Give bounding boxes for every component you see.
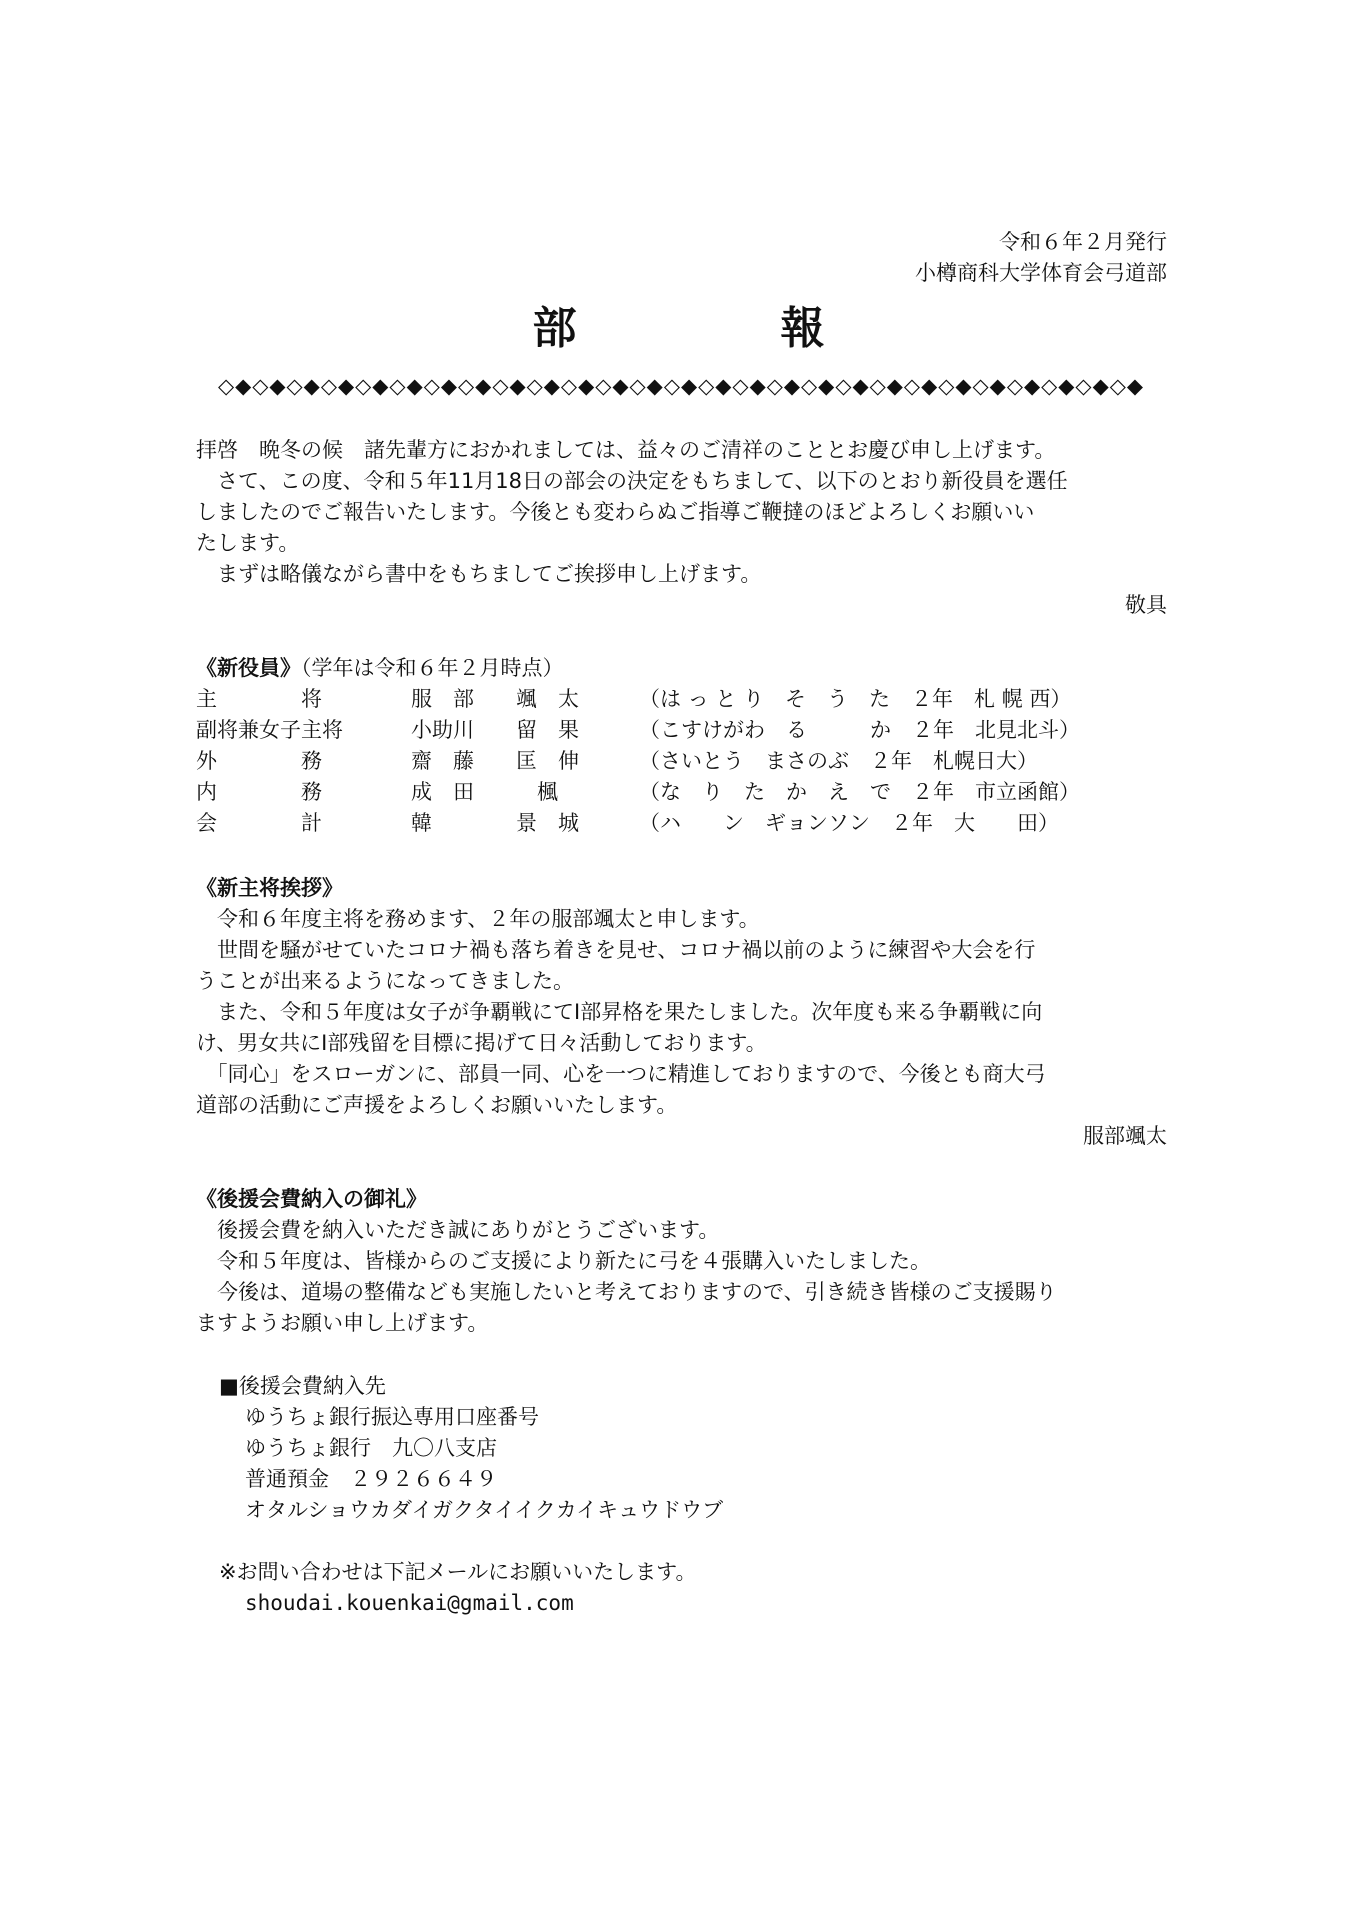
payment-line-4: オタルショウカダイガクタイイクカイキュウドウブ: [245, 1498, 724, 1522]
officer-name: 齋 藤 匡 伸: [411, 749, 579, 773]
captain-line-5: け、男女共にⅠ部残留を目標に掲げて日々活動しております。: [196, 1031, 767, 1055]
payment-line-1: ゆうちょ銀行振込専用口座番号: [245, 1405, 539, 1429]
officer-role: 内 務: [196, 780, 322, 804]
greeting-line-3: しましたのでご報告いたします。今後とも変わらぬご指導ご鞭撻のほどよろしくお願いい: [196, 500, 1035, 524]
officer-role: 主 将: [196, 687, 322, 711]
officer-reading: （ハ ン ギョンソン ２年 大 田）: [639, 811, 1059, 835]
thanks-line-4: ますようお願い申し上げます。: [196, 1311, 489, 1335]
officer-name: 韓 景 城: [411, 811, 579, 835]
officers-heading-line: [196, 653, 564, 684]
greeting-line-5: まずは略儀ながら書中をもちましてご挨拶申し上げます。: [196, 562, 762, 586]
officer-reading: （こすけがわ る か ２年 北見北斗）: [639, 718, 1080, 742]
thanks-line-1: 後援会費を納入いただき誠にありがとうございます。: [196, 1218, 720, 1242]
officer-reading: （は っ と り そ う た ２年 札 幌 西）: [639, 687, 1072, 711]
officer-role: 外 務: [196, 749, 322, 773]
captain-signature: 服部颯太: [1083, 1124, 1167, 1148]
officer-row: [196, 746, 1170, 777]
payment-line-3: 普通預金 ２９２６６４９: [245, 1467, 497, 1491]
officer-row: [196, 684, 1170, 715]
decorative-divider: ◇◆◇◆◇◆◇◆◇◆◇◆◇◆◇◆◇◆◇◆◇◆◇◆◇◆◇◆◇◆◇◆◇◆◇◆◇◆◇◆◇◆◇◆◇◆◇◆◇◆◇◆◇◆: [217, 374, 1145, 398]
captain-line-7: 道部の活動にご声援をよろしくお願いいたします。: [196, 1093, 678, 1117]
organization-name: 小樽商科大学体育会弓道部: [915, 261, 1167, 285]
officer-reading: （な り た か え で ２年 市立函館）: [639, 780, 1080, 804]
officer-name: 服 部 颯 太: [411, 687, 579, 711]
greeting-closing: 敬具: [1125, 593, 1167, 617]
captain-heading: 《新主将挨拶》: [196, 876, 343, 900]
thanks-heading: 《後援会費納入の御礼》: [196, 1187, 427, 1211]
officers-note: （学年は令和６年２月時点）: [301, 656, 564, 680]
officer-row: [196, 715, 1170, 746]
captain-line-4: また、令和５年度は女子が争覇戦にてⅠ部昇格を果たしました。次年度も来る争覇戦に向: [196, 1000, 1043, 1024]
officer-role: 会 計: [196, 811, 322, 835]
payment-heading: ■後援会費納入先: [219, 1374, 386, 1398]
captain-line-6: 「同心」をスローガンに、部員一同、心を一つに精進しておりますので、今後とも商大弓: [196, 1062, 1046, 1086]
officer-row: [196, 808, 1170, 839]
captain-line-3: うことが出来るようになってきました。: [196, 969, 574, 993]
greeting-line-4: たします。: [196, 531, 300, 555]
officer-name: 小助川 留 果: [411, 718, 579, 742]
payment-line-2: ゆうちょ銀行 九〇八支店: [245, 1436, 497, 1460]
captain-line-2: 世間を騒がせていたコロナ禍も落ち着きを見せ、コロナ禍以前のように練習や大会を行: [196, 938, 1036, 962]
officer-reading: （さいとう まさのぶ ２年 札幌日大）: [639, 749, 1038, 773]
greeting-line-1: 拝啓 晩冬の候 諸先輩方におかれましては、益々のご清祥のこととお慶び申し上げます。: [196, 438, 1056, 462]
contact-note: ※お問い合わせは下記メールにお願いいたします。: [219, 1560, 697, 1584]
issue-date: 令和６年２月発行: [999, 230, 1167, 254]
greeting-line-2: さて、この度、令和５年11月18日の部会の決定をもちまして、以下のとおり新役員を選任: [196, 469, 1068, 493]
captain-line-1: 令和６年度主将を務めます、２年の服部颯太と申します。: [196, 907, 760, 931]
page-title: 部 報: [532, 303, 905, 354]
officer-row: [196, 777, 1170, 808]
officer-role: 副将兼女子主将: [196, 718, 343, 742]
officer-name: 成 田 楓: [411, 780, 558, 804]
thanks-line-2: 令和５年度は、皆様からのご支援により新たに弓を４張購入いたしました。: [196, 1249, 931, 1273]
officers-heading: 《新役員》: [196, 656, 301, 680]
contact-email[interactable]: shoudai.kouenkai@gmail.com: [245, 1591, 574, 1615]
thanks-line-3: 今後は、道場の整備なども実施したいと考えておりますので、引き続き皆様のご支援賜り: [196, 1280, 1057, 1304]
